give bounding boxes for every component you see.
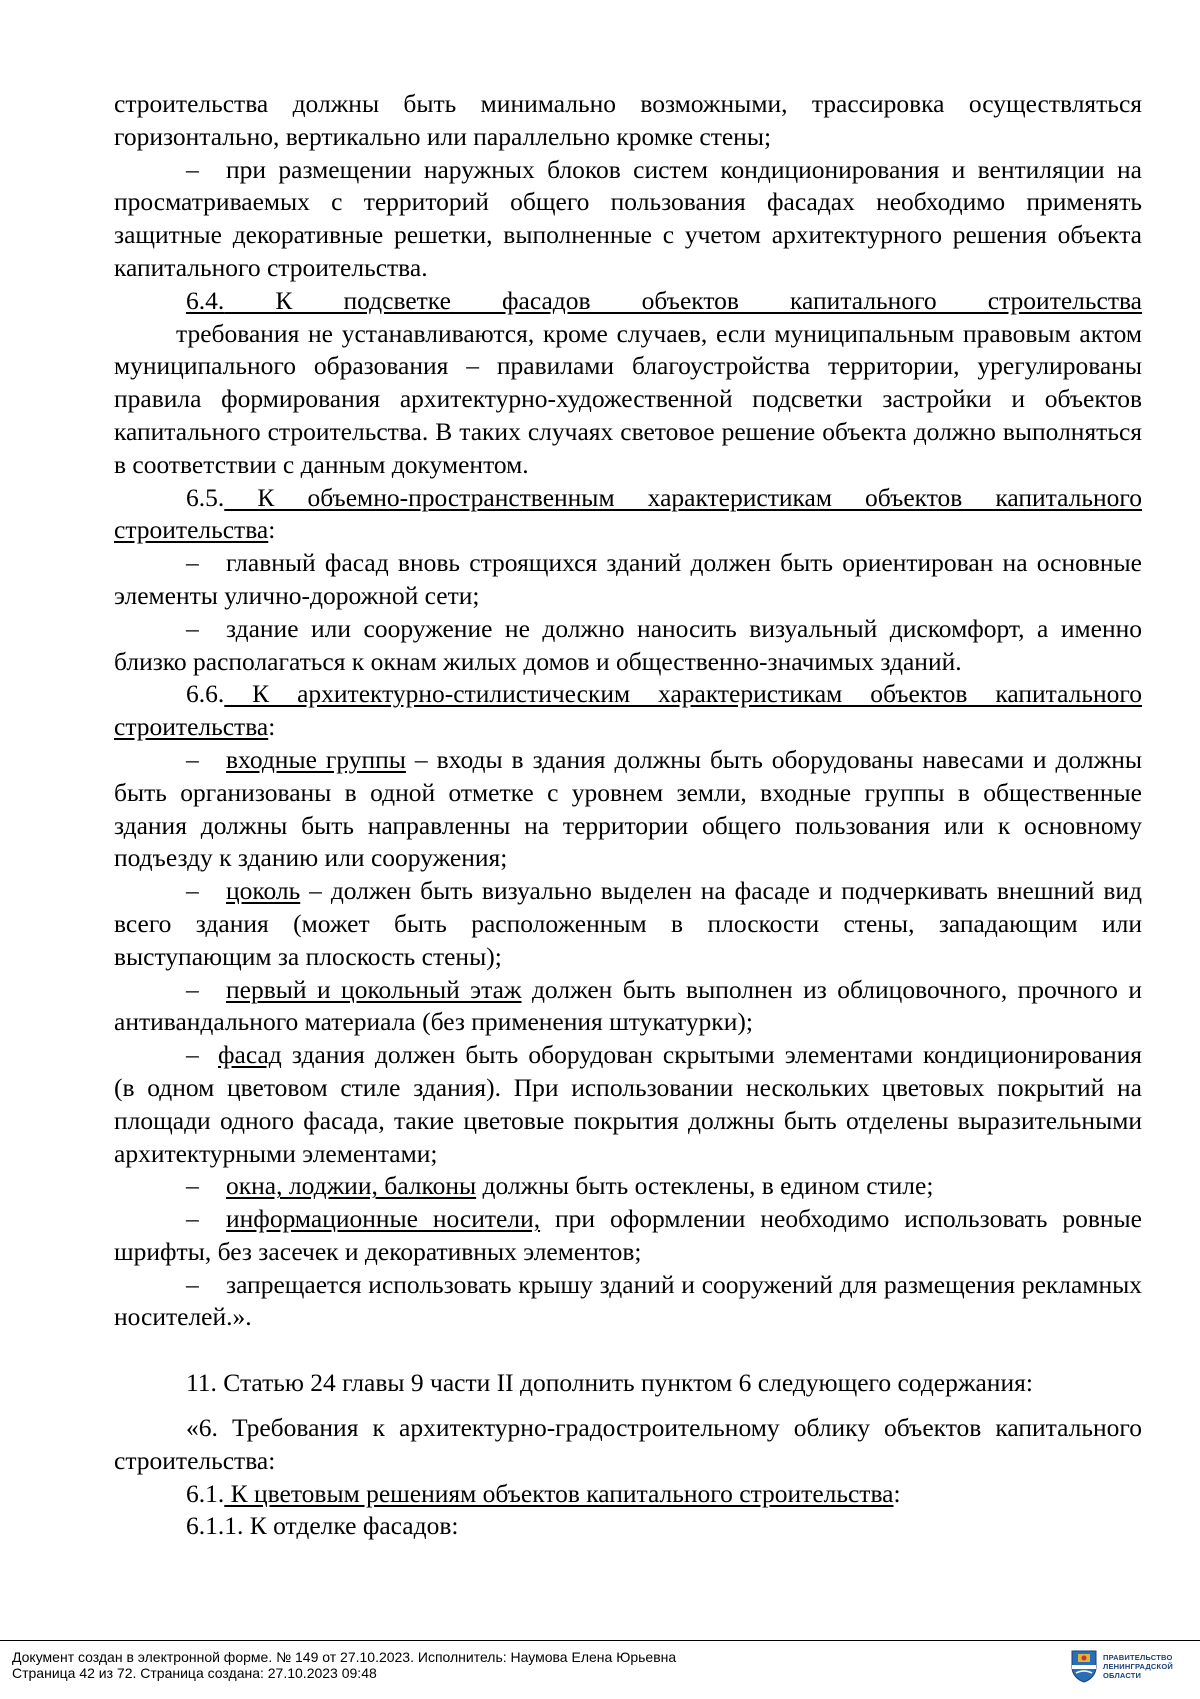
section-6-4: [114, 285, 1142, 482]
list-item-term: цоколь: [226, 876, 301, 906]
section-6-4-heading: К подсветке фасадов объектов капитального строительства: [224, 285, 1142, 315]
footer-document-line: Документ создан в электронной форме. № 149 от 27.10.2023. Исполнитель: Наумова Елена Юрьевна: [12, 1649, 677, 1665]
list-item-text: здание или сооружение не должно наносить визуальный дискомфорт, а именно близко располагаться к окнам жилых домов и общественно-значимых зданий.: [114, 613, 1142, 676]
logo-text: [1103, 1653, 1193, 1680]
page-footer: [0, 1640, 1200, 1699]
list-item: [114, 744, 1142, 875]
list-item-text: главный фасад вновь строящихся зданий должен быть ориентирован на основные элементы улично-дорожной сети;: [114, 548, 1142, 610]
list-bullet: –: [186, 974, 199, 1004]
section-6-1-number: 6.1.: [186, 1478, 225, 1508]
list-item-text: должен быть выполнен из облицовочного, прочного и антивандального материала (без применения штукатурки);: [114, 974, 1142, 1037]
list-bullet: –: [186, 1171, 199, 1201]
list-item-text: должны быть остеклены, в едином стиле;: [476, 1171, 934, 1201]
list-item: [114, 547, 1142, 613]
list-bullet: –: [186, 876, 199, 906]
list-item: [114, 1269, 1142, 1335]
list-item-text: – должен быть визуально выделен на фасаде и подчеркивать внешний вид всего здания (может быть расположенным в плоскости стены, западающим или выступающим за плоскость стены);: [114, 876, 1142, 971]
section-6-5-colon: :: [268, 515, 276, 545]
section-6-1-colon: :: [893, 1478, 901, 1508]
logo-text-line: ОБЛАСТИ: [1103, 1671, 1142, 1680]
amendment-11: 11. Статью 24 главы 9 части II дополнить пунктом 6 следующего содержания:: [186, 1368, 1033, 1398]
list-item-ventilation: [114, 154, 1142, 285]
section-6-5-heading: [114, 482, 1142, 548]
logo-text-line: ЛЕНИНГРАДСКОЙ: [1103, 1662, 1173, 1671]
section-6-1-heading: [114, 1478, 1142, 1511]
list-bullet: –: [186, 613, 199, 643]
list-bullet: –: [186, 154, 199, 184]
list-item-text: запрещается использовать крышу зданий и сооружений для размещения рекламных носителей.».: [114, 1269, 1142, 1332]
logo-text-line: ПРАВИТЕЛЬСТВО: [1103, 1653, 1173, 1662]
list-bullet: –: [186, 1040, 199, 1070]
paragraph-gap: [114, 1334, 1142, 1367]
list-item: [114, 613, 1142, 679]
list-item-text: здания должен быть оборудован скрытыми элементами кондиционирования (в одном цветовом стиле здания). При использовании нескольких цветовых покрытий на площади одного фасада, такие цветовые покрытия должны быть отделены выразительными архитектурными элементами;: [114, 1040, 1142, 1168]
section-6-5-number: 6.5.: [186, 482, 225, 512]
document-body: [114, 88, 1142, 1543]
list-item-text: при оформлении необходимо использовать ровные шрифты, без засечек и декоративных элементов;: [114, 1204, 1142, 1266]
list-item: [114, 1039, 1142, 1170]
footer-page-line: Страница 42 из 72. Страница создана: 27.10.2023 09:48: [12, 1665, 377, 1681]
list-item-term: информационные носители,: [226, 1204, 541, 1234]
list-item: [114, 1170, 1142, 1203]
section-6-6-heading: [114, 678, 1142, 744]
list-item: [114, 875, 1142, 973]
list-item: [114, 974, 1142, 1040]
list-item-term: фасад: [218, 1040, 282, 1070]
list-item-term: первый и цокольный этаж: [226, 974, 522, 1004]
list-item-term: окна, лоджии, балконы: [226, 1171, 477, 1201]
section-6-5-title: К объемно-пространственным характеристикам объектов капитального строительства: [114, 482, 1142, 545]
list-item-term: входные группы: [226, 744, 406, 774]
list-bullet: –: [186, 1269, 199, 1299]
list-item-text: – входы в здания должны быть оборудованы навесами и должны быть организованы в одной отметке с уровнем земли, входные группы в общественные здания должны быть направленны на территории общего пользования или к основному подъезду к зданию или сооружения;: [114, 744, 1142, 873]
section-6-6-number: 6.6.: [186, 679, 225, 709]
section-6-4-text: требования не устанавливаются, кроме случаев, если муниципальным правовым актом муниципального образования – правилами благоустройства территории, урегулированы правила формирования архитектурно-художественной подсветки застройки и объектов капитального строительства. В таких случаях световое решение объекта должно выполняться в соответствии с данным документом.: [114, 318, 1142, 479]
section-6-4-heading-line: [114, 285, 1142, 318]
section-6-1-1: 6.1.1. К отделке фасадов:: [186, 1511, 459, 1541]
section-6-4-number: 6.4.: [186, 285, 225, 315]
list-bullet: –: [186, 548, 199, 578]
section-6-6-colon: :: [268, 712, 276, 742]
list-bullet: –: [186, 744, 199, 774]
section-6-1-title: К цветовым решениям объектов капитального строительства: [224, 1478, 894, 1508]
government-logo: [1070, 1649, 1190, 1689]
paragraph-continuation: строительства должны быть минимально возможными, трассировка осуществляться горизонтально, вертикально или параллельно кромке стены;: [114, 89, 1142, 151]
section-6-6-title: К архитектурно-стилистическим характеристикам объектов капитального строительства: [114, 679, 1142, 742]
footer-info: [12, 1649, 676, 1681]
list-bullet: –: [186, 1204, 199, 1234]
coat-of-arms-icon: [1070, 1649, 1098, 1683]
list-item: [114, 1203, 1142, 1269]
list-item-text: при размещении наружных блоков систем кондиционирования и вентиляции на просматриваемых с территорий общего пользования фасадах необходимо применять защитные декоративные решетки, выполненные с учетом архитектурного решения объекта капитального строительства.: [114, 154, 1142, 282]
requirements-6-heading: «6. Требования к архитектурно-градостроительному облику объектов капитального строительства:: [114, 1413, 1142, 1475]
